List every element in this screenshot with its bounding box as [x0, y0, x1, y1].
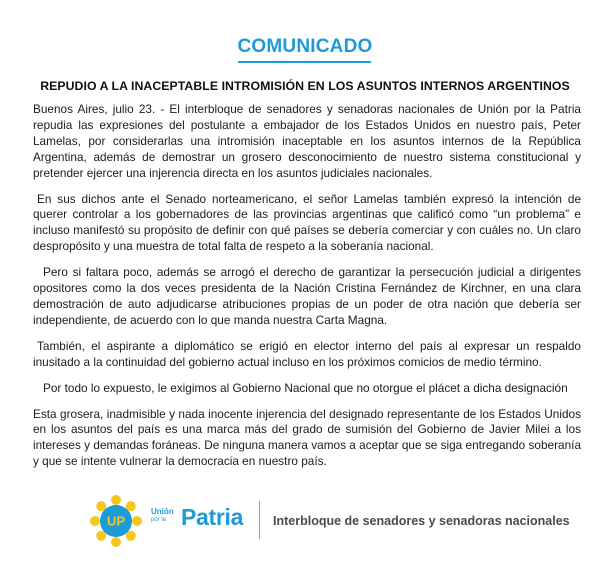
title-underline	[238, 61, 371, 63]
brand-union: Unión	[151, 507, 174, 516]
brand-patria: Patria	[181, 504, 244, 530]
footer-brand	[88, 493, 570, 549]
document-title: COMUNICADO	[237, 36, 373, 57]
brand-tagline: Interbloque de senadores y senadoras nacionales	[273, 514, 570, 528]
paragraph-1: Buenos Aires, julio 23. - El interbloque de senadores y senadoras nacionales de Unión por la Patria repudia las expresiones del postulante a embajador de los Estados Unidos en nuestro país, Peter Lamelas, por considerarlas una intromisión inaceptable en los asuntos internos de la República Argentina, además de demostrar un grosero desconocimiento de nuestro sistema constitucional y pretender ejercer una injerencia directa en los asuntos judiciales nacionales.	[33, 102, 581, 180]
paragraph-4: También, el aspirante a diplomático se erigió en elector interno del país al expresar un respaldo inusitado a la continuidad del gobierno actual incluso en los próximos comicios de medio término.	[33, 338, 581, 369]
paragraph-5: Por todo lo expuesto, le exigimos al Gobierno Nacional que no otorgue el plácet a dicha designación	[43, 380, 568, 395]
logo-badge-text: UP	[106, 513, 126, 529]
document-body	[33, 102, 581, 480]
paragraph-3: Pero si faltara poco, además se arrogó el derecho de garantizar la persecución judicial a dirigentes opositores como la dos veces presidenta de la Nación Cristina Fernández de Kirchner, en una clara demostración de auto adjudicarse atribuciones propias de un poder de otra nación que debería ser independiente, de acuerdo con lo que manda nuestra Carta Magna.	[33, 265, 581, 327]
brand-divider	[259, 501, 260, 539]
union-por-la-patria-logo-icon	[88, 493, 144, 549]
brand-por-la: por la	[151, 517, 167, 523]
paragraph-6: Esta grosera, inadmisible y nada inocente injerencia del designado representante de los Estados Unidos en los asuntos del país es una marca más del grado de sumisión del Gobierno de Javier Milei a los intereses y demandas foráneas. De ninguna manera vamos a aceptar que se siga entregando soberanía y que se intente vulnerar la democracia en nuestro país.	[33, 406, 581, 469]
paragraph-2: En sus dichos ante el Senado norteamericano, el señor Lamelas también expresó la intención de querer controlar a los gobernadores de las provincias argentinas que calificó como “un problema” e incluso manifestó su propósito de definir con qué países se debería comerciar y con cuáles no. Un claro despropósito y una muestra de total falta de respeto a la soberanía nacional.	[33, 191, 581, 254]
document-subtitle: REPUDIO A LA INACEPTABLE INTROMISIÓN EN LOS ASUNTOS INTERNOS ARGENTINOS	[40, 79, 570, 93]
brand-small-text	[151, 508, 174, 524]
